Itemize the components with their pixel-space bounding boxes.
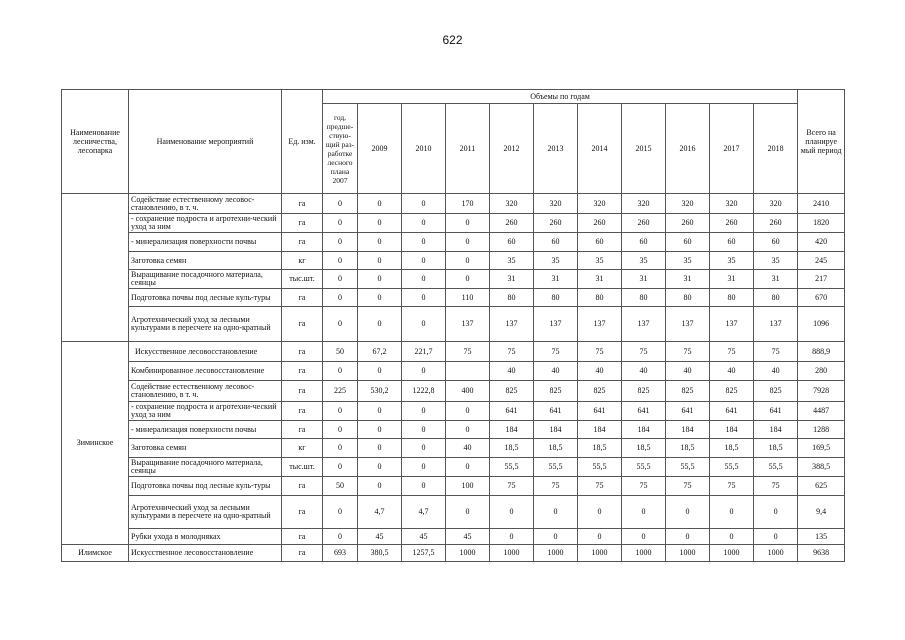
value-cell: 55,5	[622, 458, 666, 477]
value-cell: 0	[402, 270, 446, 289]
value-cell: 184	[490, 421, 534, 439]
value-cell: 60	[490, 233, 534, 252]
value-cell: 60	[534, 233, 578, 252]
value-cell: 1000	[754, 545, 798, 562]
value-cell: 45	[402, 529, 446, 545]
table-row	[62, 307, 845, 342]
activity-cell: Комбинированное лесовосстановление	[129, 362, 282, 381]
value-cell: 0	[446, 214, 490, 233]
value-cell: 170	[446, 194, 490, 214]
value-cell: 0	[323, 307, 358, 342]
value-cell: 0	[358, 233, 402, 252]
forestry-cell	[62, 194, 129, 342]
value-cell: 221,7	[402, 342, 446, 362]
value-cell: 825	[622, 381, 666, 402]
value-cell: 0	[490, 529, 534, 545]
header-year: 2012	[490, 104, 534, 194]
header-year: 2017	[710, 104, 754, 194]
value-cell: 0	[710, 496, 754, 529]
value-cell: 1257,5	[402, 545, 446, 562]
value-cell: 50	[323, 477, 358, 496]
value-cell: 75	[534, 342, 578, 362]
forest-activities-table	[61, 89, 845, 562]
value-cell: 0	[402, 289, 446, 307]
value-cell: 825	[754, 381, 798, 402]
value-cell: 260	[622, 214, 666, 233]
value-cell: 260	[578, 214, 622, 233]
value-cell: 641	[710, 402, 754, 421]
value-cell: 55,5	[490, 458, 534, 477]
value-cell: 0	[622, 496, 666, 529]
value-cell: 110	[446, 289, 490, 307]
value-cell: 0	[323, 270, 358, 289]
table-row	[62, 270, 845, 289]
value-cell: 1000	[534, 545, 578, 562]
total-cell: 9638	[798, 545, 845, 562]
value-cell: 75	[754, 342, 798, 362]
total-cell: 9,4	[798, 496, 845, 529]
value-cell: 0	[490, 496, 534, 529]
value-cell: 75	[710, 477, 754, 496]
value-cell: 75	[666, 342, 710, 362]
total-cell: 135	[798, 529, 845, 545]
value-cell: 35	[666, 252, 710, 270]
value-cell: 137	[578, 307, 622, 342]
value-cell: 0	[323, 402, 358, 421]
activity-cell: - сохранение подроста и агротехни-ческий уход за ним	[129, 214, 282, 233]
value-cell: 825	[578, 381, 622, 402]
header-prior-year: год, предше-ствую-щий раз-работке лесного плана 2007	[323, 104, 358, 194]
value-cell: 45	[358, 529, 402, 545]
value-cell: 530,2	[358, 381, 402, 402]
value-cell: 0	[323, 439, 358, 458]
value-cell: 0	[323, 233, 358, 252]
unit-cell: га	[282, 233, 323, 252]
value-cell: 31	[578, 270, 622, 289]
value-cell: 184	[710, 421, 754, 439]
value-cell: 75	[446, 342, 490, 362]
header-unit: Ед. изм.	[282, 90, 323, 194]
activity-cell: - минерализация поверхности почвы	[129, 421, 282, 439]
total-cell: 1096	[798, 307, 845, 342]
value-cell: 18,5	[754, 439, 798, 458]
value-cell: 137	[622, 307, 666, 342]
value-cell: 75	[534, 477, 578, 496]
unit-cell: га	[282, 421, 323, 439]
activity-cell: Подготовка почвы под лесные куль-туры	[129, 289, 282, 307]
value-cell: 75	[578, 342, 622, 362]
header-year: 2015	[622, 104, 666, 194]
header-activity: Наименование мероприятий	[129, 90, 282, 194]
value-cell: 80	[534, 289, 578, 307]
value-cell: 320	[490, 194, 534, 214]
value-cell: 641	[578, 402, 622, 421]
unit-cell: га	[282, 289, 323, 307]
value-cell: 0	[358, 307, 402, 342]
value-cell: 0	[666, 496, 710, 529]
value-cell: 55,5	[710, 458, 754, 477]
value-cell: 320	[710, 194, 754, 214]
value-cell: 55,5	[534, 458, 578, 477]
table-row	[62, 458, 845, 477]
activity-cell: Искусственное лесовосстановление	[129, 545, 282, 562]
value-cell: 137	[710, 307, 754, 342]
value-cell: 825	[490, 381, 534, 402]
value-cell: 60	[666, 233, 710, 252]
value-cell: 0	[323, 214, 358, 233]
value-cell: 67,2	[358, 342, 402, 362]
value-cell: 0	[402, 252, 446, 270]
value-cell: 0	[323, 289, 358, 307]
value-cell: 260	[710, 214, 754, 233]
value-cell: 40	[534, 362, 578, 381]
total-cell: 420	[798, 233, 845, 252]
header-year: 2016	[666, 104, 710, 194]
activity-cell: Содействие естественному лесовос-становлению, в т. ч.	[129, 381, 282, 402]
value-cell: 0	[402, 307, 446, 342]
activity-cell: Подготовка почвы под лесные куль-туры	[129, 477, 282, 496]
value-cell: 0	[578, 529, 622, 545]
value-cell: 80	[710, 289, 754, 307]
value-cell: 31	[622, 270, 666, 289]
value-cell: 641	[490, 402, 534, 421]
value-cell: 40	[578, 362, 622, 381]
value-cell: 18,5	[622, 439, 666, 458]
table-row	[62, 342, 845, 362]
value-cell: 380,5	[358, 545, 402, 562]
total-cell: 670	[798, 289, 845, 307]
value-cell: 0	[323, 496, 358, 529]
table-row	[62, 496, 845, 529]
value-cell: 641	[534, 402, 578, 421]
total-cell: 1820	[798, 214, 845, 233]
value-cell: 0	[402, 233, 446, 252]
value-cell: 31	[534, 270, 578, 289]
table-row	[62, 214, 845, 233]
value-cell: 40	[446, 439, 490, 458]
total-cell: 245	[798, 252, 845, 270]
value-cell: 100	[446, 477, 490, 496]
total-cell: 280	[798, 362, 845, 381]
unit-cell: кг	[282, 252, 323, 270]
value-cell: 80	[490, 289, 534, 307]
value-cell: 0	[402, 477, 446, 496]
value-cell: 693	[323, 545, 358, 562]
value-cell: 40	[666, 362, 710, 381]
value-cell: 40	[754, 362, 798, 381]
header-volumes-by-year: Объемы по годам	[323, 90, 798, 104]
unit-cell: га	[282, 214, 323, 233]
value-cell: 4,7	[402, 496, 446, 529]
value-cell: 0	[402, 458, 446, 477]
header-year: 2011	[446, 104, 490, 194]
value-cell: 225	[323, 381, 358, 402]
value-cell: 0	[358, 270, 402, 289]
value-cell: 0	[402, 214, 446, 233]
table-row	[62, 439, 845, 458]
header-year: 2013	[534, 104, 578, 194]
value-cell: 0	[323, 421, 358, 439]
activity-cell: Искусственное лесовосстановление	[129, 342, 282, 362]
total-cell: 625	[798, 477, 845, 496]
activity-cell: Рубки ухода в молодняках	[129, 529, 282, 545]
forestry-cell: Зиминское	[62, 342, 129, 545]
value-cell: 0	[358, 362, 402, 381]
value-cell: 0	[446, 458, 490, 477]
unit-cell: га	[282, 496, 323, 529]
page-number: 622	[442, 33, 463, 47]
value-cell: 825	[710, 381, 754, 402]
value-cell	[446, 362, 490, 381]
total-cell: 4487	[798, 402, 845, 421]
header-year: 2010	[402, 104, 446, 194]
total-cell: 2410	[798, 194, 845, 214]
table-row	[62, 194, 845, 214]
value-cell: 0	[358, 421, 402, 439]
activity-cell: Выращивание посадочного материала, сеянцы	[129, 458, 282, 477]
value-cell: 40	[710, 362, 754, 381]
value-cell: 18,5	[490, 439, 534, 458]
value-cell: 31	[666, 270, 710, 289]
value-cell: 1000	[666, 545, 710, 562]
value-cell: 0	[358, 477, 402, 496]
value-cell: 137	[666, 307, 710, 342]
value-cell: 137	[490, 307, 534, 342]
activity-cell: - сохранение подроста и агротехни-ческий уход за ним	[129, 402, 282, 421]
table-row	[62, 233, 845, 252]
value-cell: 825	[534, 381, 578, 402]
value-cell: 0	[323, 362, 358, 381]
value-cell: 0	[446, 270, 490, 289]
activity-cell: - минерализация поверхности почвы	[129, 233, 282, 252]
value-cell: 400	[446, 381, 490, 402]
value-cell: 0	[402, 439, 446, 458]
total-cell: 7928	[798, 381, 845, 402]
table-body	[62, 194, 845, 562]
value-cell: 0	[323, 529, 358, 545]
value-cell: 0	[666, 529, 710, 545]
value-cell: 18,5	[710, 439, 754, 458]
unit-cell: га	[282, 381, 323, 402]
value-cell: 45	[446, 529, 490, 545]
value-cell: 60	[622, 233, 666, 252]
table-row	[62, 421, 845, 439]
value-cell: 0	[446, 496, 490, 529]
value-cell: 320	[666, 194, 710, 214]
activity-cell: Содействие естественному лесовос-становлению, в т. ч.	[129, 194, 282, 214]
value-cell: 35	[578, 252, 622, 270]
value-cell: 0	[358, 289, 402, 307]
value-cell: 320	[578, 194, 622, 214]
table-row	[62, 289, 845, 307]
value-cell: 50	[323, 342, 358, 362]
value-cell: 35	[534, 252, 578, 270]
value-cell: 75	[578, 477, 622, 496]
value-cell: 184	[754, 421, 798, 439]
value-cell: 80	[578, 289, 622, 307]
value-cell: 0	[402, 421, 446, 439]
value-cell: 0	[402, 194, 446, 214]
value-cell: 75	[754, 477, 798, 496]
value-cell: 31	[490, 270, 534, 289]
value-cell: 641	[666, 402, 710, 421]
value-cell: 75	[710, 342, 754, 362]
value-cell: 260	[754, 214, 798, 233]
value-cell: 0	[446, 252, 490, 270]
value-cell: 641	[622, 402, 666, 421]
unit-cell: га	[282, 402, 323, 421]
table-row	[62, 529, 845, 545]
table-row	[62, 402, 845, 421]
value-cell: 80	[754, 289, 798, 307]
value-cell: 35	[622, 252, 666, 270]
value-cell: 0	[754, 496, 798, 529]
table-row	[62, 252, 845, 270]
value-cell: 641	[754, 402, 798, 421]
value-cell: 0	[534, 496, 578, 529]
value-cell: 1000	[622, 545, 666, 562]
value-cell: 0	[358, 439, 402, 458]
table-row	[62, 362, 845, 381]
value-cell: 0	[754, 529, 798, 545]
value-cell: 0	[323, 194, 358, 214]
value-cell: 1000	[446, 545, 490, 562]
value-cell: 80	[622, 289, 666, 307]
value-cell: 1000	[578, 545, 622, 562]
header-year: 2018	[754, 104, 798, 194]
total-cell: 388,5	[798, 458, 845, 477]
value-cell: 60	[578, 233, 622, 252]
activity-cell: Выращивание посадочного материала, сеянцы	[129, 270, 282, 289]
value-cell: 0	[358, 214, 402, 233]
header-total: Всего на планируе мый период	[798, 90, 845, 194]
value-cell: 0	[358, 402, 402, 421]
value-cell: 184	[666, 421, 710, 439]
value-cell: 320	[754, 194, 798, 214]
unit-cell: га	[282, 545, 323, 562]
activity-cell: Агротехнический уход за лесными культурами в пересчете на одно-кратный	[129, 307, 282, 342]
value-cell: 0	[358, 252, 402, 270]
value-cell: 260	[666, 214, 710, 233]
unit-cell: га	[282, 529, 323, 545]
value-cell: 31	[710, 270, 754, 289]
value-cell: 31	[754, 270, 798, 289]
value-cell: 55,5	[666, 458, 710, 477]
forestry-cell: Илимское	[62, 545, 129, 562]
value-cell: 137	[754, 307, 798, 342]
activity-cell: Заготовка семян	[129, 439, 282, 458]
value-cell: 0	[534, 529, 578, 545]
value-cell: 1222,8	[402, 381, 446, 402]
table-row	[62, 545, 845, 562]
table-row	[62, 381, 845, 402]
total-cell: 1288	[798, 421, 845, 439]
value-cell: 0	[710, 529, 754, 545]
value-cell: 0	[446, 421, 490, 439]
value-cell: 0	[323, 458, 358, 477]
table-row	[62, 477, 845, 496]
value-cell: 35	[490, 252, 534, 270]
value-cell: 184	[534, 421, 578, 439]
value-cell: 60	[754, 233, 798, 252]
value-cell: 137	[534, 307, 578, 342]
value-cell: 0	[402, 402, 446, 421]
value-cell: 0	[323, 252, 358, 270]
value-cell: 320	[622, 194, 666, 214]
unit-cell: кг	[282, 439, 323, 458]
value-cell: 55,5	[578, 458, 622, 477]
value-cell: 4,7	[358, 496, 402, 529]
unit-cell: тыс.шт.	[282, 458, 323, 477]
value-cell: 18,5	[666, 439, 710, 458]
value-cell: 18,5	[578, 439, 622, 458]
value-cell: 320	[534, 194, 578, 214]
value-cell: 55,5	[754, 458, 798, 477]
value-cell: 60	[710, 233, 754, 252]
value-cell: 0	[578, 496, 622, 529]
value-cell: 35	[710, 252, 754, 270]
value-cell: 40	[490, 362, 534, 381]
value-cell: 75	[622, 342, 666, 362]
value-cell: 40	[622, 362, 666, 381]
value-cell: 184	[622, 421, 666, 439]
value-cell: 0	[402, 362, 446, 381]
total-cell: 888,9	[798, 342, 845, 362]
value-cell: 18,5	[534, 439, 578, 458]
total-cell: 217	[798, 270, 845, 289]
value-cell: 1000	[490, 545, 534, 562]
activity-cell: Заготовка семян	[129, 252, 282, 270]
unit-cell: га	[282, 342, 323, 362]
unit-cell: га	[282, 194, 323, 214]
table-header	[62, 90, 845, 194]
value-cell: 825	[666, 381, 710, 402]
value-cell: 184	[578, 421, 622, 439]
value-cell: 35	[754, 252, 798, 270]
value-cell: 260	[534, 214, 578, 233]
value-cell: 75	[490, 342, 534, 362]
value-cell: 0	[622, 529, 666, 545]
value-cell: 0	[358, 458, 402, 477]
unit-cell: га	[282, 362, 323, 381]
value-cell: 0	[446, 402, 490, 421]
total-cell: 169,5	[798, 439, 845, 458]
unit-cell: га	[282, 307, 323, 342]
value-cell: 75	[490, 477, 534, 496]
header-forestry: Наименование лесничества, лесопарка	[62, 90, 129, 194]
activity-cell: Агротехнический уход за лесными культурами в пересчете на одно-кратный	[129, 496, 282, 529]
unit-cell: га	[282, 477, 323, 496]
header-year: 2014	[578, 104, 622, 194]
value-cell: 0	[358, 194, 402, 214]
value-cell: 137	[446, 307, 490, 342]
value-cell: 75	[666, 477, 710, 496]
value-cell: 80	[666, 289, 710, 307]
value-cell: 1000	[710, 545, 754, 562]
value-cell: 75	[622, 477, 666, 496]
header-year: 2009	[358, 104, 402, 194]
unit-cell: тыс.шт.	[282, 270, 323, 289]
value-cell: 0	[446, 233, 490, 252]
value-cell: 260	[490, 214, 534, 233]
